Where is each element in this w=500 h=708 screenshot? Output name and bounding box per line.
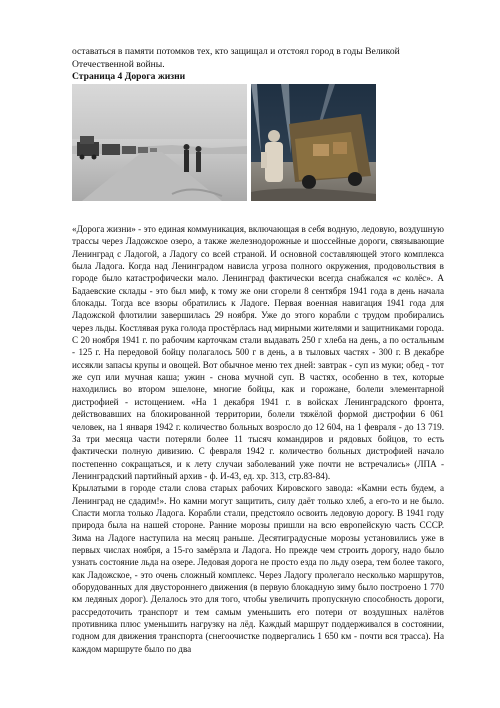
article-body — [72, 223, 444, 655]
section-heading: Страница 4 Дорога жизни — [72, 71, 186, 82]
night-truck-photo — [251, 84, 376, 201]
paragraph-dorogа-zhizni: «Дорога жизни» - это единая коммуникация, включающая в себя водную, ледовую, воздушную трассы через Ладожское озеро, а также железнодорожные и шоссейные дороги, связывающие Ленинград с Ладогой, а Ладогу со всей страной. И основной составляющей этого комплекса была Ладога. Когда над Ленинградом нависла угроза полного окружения, продовольствия в городе было катастрофически мало. Ленинград фактически всегда снабжался «с колёс». А Бадаевские склады - это был миф, к тому же они сгорели 8 сентября 1941 года в день начала блокады. Тогда все взоры обратились к Ладоге. Первая военная навигация 1941 года для Ладожской флотилии завершилась 29 ноября. Уже до этого корабли с трудом пробирались через льды. Костлявая рука голода простёрлась над мирными жителями и защитниками города. С 20 ноября 1941 г. по рабочим карточкам стали выдавать 250 г хлеба на день, а по остальным - 125 г. На передовой бойцу полагалось 500 г в день, а в тыловых частях - 300 г. В декабре иссякли запасы крупы и овощей. Вот обычное меню тех дней: завтрак - суп из муки; обед - тот же суп или мучная каша; ужин - снова мучной суп. В частях, особенно в тех, которые находились во втором эшелоне, многие бойцы, как и горожане, болели элементарной дистрофией - истощением. «На 1 декабря 1941 г. в войсках Ленинградского фронта, действовавших на блокированной территории, болели тяжёлой формой дистрофии 6 061 человек, на 1 января 1942 г. количество больных возросло до 12 604, на 1 февраля - до 13 719. За три месяца части потеряли более 11 тысяч командиров и рядовых бойцов, то есть фактически полную дивизию. С февраля 1942 г. количество больных дистрофией начало постепенно сокращаться, и к лету случаи заболеваний уже почти не встречались» (ЛПА - Ленинградский партийный архив - ф. И-43, ед. хр. 313, стр.83-84). — [72, 224, 444, 481]
intro-text: оставаться в памяти потомков тех, кто защищал и отстоял город в годы Великой Отечественной войны. — [72, 46, 400, 70]
paragraph-kirov-workers: Крылатыми в городе стали слова старых рабочих Кировского завода: «Камни есть будем, а Ленинград не сдадим!». Но камни могут защитить, силу даёт только хлеб, а его-то и не было. Спасти могла только Ладога. Корабли стали, предстояло освоить ледовую дорогу. В 1941 году природа была на нашей стороне. Ранние морозы пришли на всю европейскую часть СССР. Зима на Ладоге наступила на месяц раньше. Десятиградусные морозы установились уже в первых числах ноября, а 15-го замёрзла и Ладога. Но прежде чем строить дорогу, надо было узнать состояние льда на озере. Ледовая дорога не просто езда по льду озера, тем более такого, как Ладожское, - это очень сложный комплекс. Через Ладогу пролегало несколько маршрутов, оборудованных для двустороннего движения (в первую блокадную зиму было построено 1 770 км ледяных дорог). Делалось это для того, чтобы увеличить пропускную способность дороги, рассредоточить транспорт и тем самым уменьшить его потери от воздушных налётов противника плюс уменьшить нагрузку на лёд. Каждый маршрут поддерживался в состоянии, годном для движения транспорта (снегоочистке подвергались 1 650 км - почти вся трасса). На каждом маршруте было по два — [72, 483, 444, 654]
convoy-on-ice-photo — [72, 84, 247, 201]
